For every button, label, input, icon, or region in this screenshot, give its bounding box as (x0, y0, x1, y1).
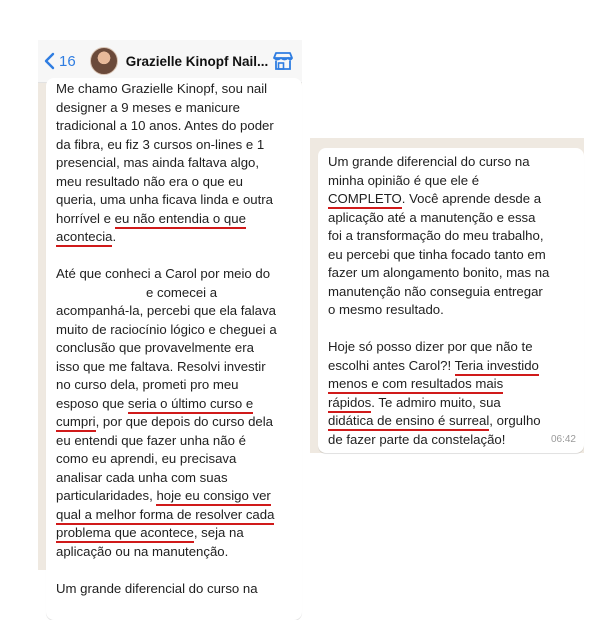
paragraph-gap (56, 247, 294, 266)
underlined-text: cumpri (56, 414, 96, 432)
chat-screenshot-right (310, 138, 584, 453)
message-line: Um grande diferencial do curso na (328, 154, 530, 169)
message-line (56, 395, 294, 414)
text: particularidades, (56, 488, 157, 503)
text: horrível e (56, 210, 115, 226)
back-button[interactable] (44, 52, 76, 70)
text: , seja na (193, 525, 244, 540)
text: escolhi antes Carol?! (328, 357, 455, 373)
text: , orgulho (489, 413, 541, 428)
message-line: e comecei a (146, 284, 218, 300)
contact-name[interactable]: Grazielle Kinopf Nail... (125, 53, 269, 69)
message-line (328, 394, 576, 413)
underlined-text: eu não entendia o que (115, 211, 246, 229)
underlined-text: Teria investido (455, 358, 539, 376)
message-line: Me chamo Grazielle Kinopf, sou nail (56, 81, 268, 96)
message-line: Hoje só posso dizer por que não te (328, 339, 533, 354)
message-bubble-left (46, 78, 302, 620)
underlined-text: qual a melhor forma de resolver cada (56, 507, 274, 525)
underlined-text: seria o último curso e (128, 396, 253, 414)
message-line: presencial, mas ainda faltava algo, (56, 155, 260, 170)
message-line (56, 524, 294, 543)
avatar[interactable] (90, 47, 118, 75)
underlined-text: COMPLETO (328, 191, 402, 209)
message-line (328, 412, 576, 431)
message-line (328, 357, 576, 376)
message-line: da fibra, eu fiz 3 cursos on-lines e 1 (56, 136, 265, 152)
message-line: de fazer parte da constelação! (328, 431, 506, 447)
message-line: manutenção não conseguia entregar (328, 283, 543, 299)
underlined-text: hoje eu consigo ver (156, 488, 270, 506)
underlined-text: problema que acontece (56, 525, 194, 543)
message-line (328, 375, 576, 394)
message-line (56, 228, 294, 247)
text: . Te admiro muito, sua (371, 394, 501, 410)
message-line: como eu aprendi, eu precisava (56, 451, 237, 466)
chat-header (38, 40, 302, 83)
paragraph-gap (56, 561, 294, 580)
message-line (56, 413, 294, 432)
message-line: meu resultado não era o que eu (56, 173, 243, 189)
message-line: isso que me faltava. Resolvi investir (56, 358, 266, 374)
message-line (328, 190, 576, 209)
message-bubble-right (318, 148, 584, 453)
message-line (56, 487, 294, 506)
text: , por que depois do curso dela (95, 414, 273, 429)
message-line: tradicional a 10 anos. Antes do poder (56, 118, 274, 133)
paragraph-gap (328, 320, 576, 339)
message-line (56, 506, 294, 525)
underlined-text: rápidos (328, 395, 371, 413)
message-line: acompanhá-la, percebi que ela falava (56, 303, 276, 318)
message-line: no curso dela, prometi pro meu (56, 377, 239, 392)
message-line: fazer um alongamento bonito, mas na (328, 265, 550, 280)
underlined-text: menos e com resultados mais (328, 376, 503, 394)
text: . (112, 229, 117, 244)
message-line: foi a transformação do meu trabalho, (328, 228, 544, 243)
message-line: o mesmo resultado. (328, 302, 444, 317)
unread-count: 16 (59, 52, 76, 70)
message-line: aplicação ou na manutenção. (56, 543, 229, 559)
chat-screenshot-left (38, 40, 302, 596)
underlined-text: didática de ensino é surreal (328, 413, 489, 431)
message-line: queria, uma unha ficava linda e outra (56, 192, 274, 207)
message-line: muito de raciocínio lógico e cheguei a (56, 321, 277, 337)
message-line: eu percebi que tinha focado tanto em (328, 246, 546, 262)
chevron-left-icon (44, 52, 55, 70)
message-line: Até que conheci a Carol por meio do (56, 266, 271, 281)
text: . Você aprende desde a (401, 191, 542, 206)
message-line: minha opinião é que ele é (328, 172, 480, 188)
message-line: eu entendi que fazer unha não é (56, 432, 246, 448)
underlined-text: acontecia (56, 229, 112, 247)
message-line: Um grande diferencial do curso na (56, 580, 258, 596)
message-line: conclusão que provavelmente era (56, 340, 254, 355)
message-line: aplicação até a manutenção e essa (328, 209, 536, 225)
store-icon[interactable] (272, 51, 294, 71)
message-line: designer a 9 meses e manicure (56, 99, 240, 115)
message-line: analisar cada unha com suas (56, 469, 228, 485)
text: esposo que (56, 395, 128, 411)
message-timestamp: 06:42 (550, 433, 576, 445)
message-line (56, 210, 294, 229)
